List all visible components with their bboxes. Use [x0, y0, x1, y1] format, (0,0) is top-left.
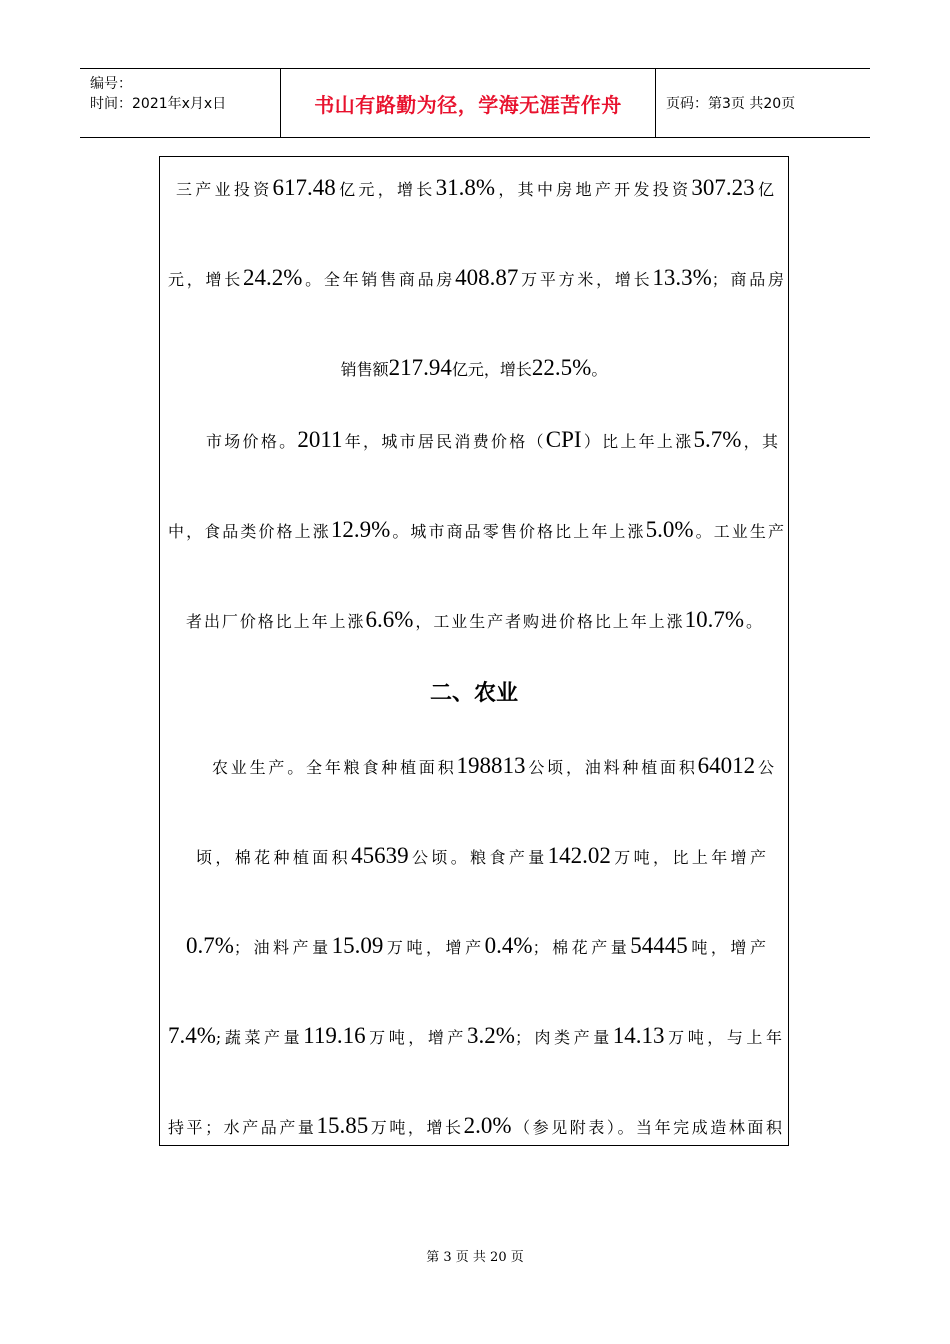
text-line: 元，增长24.2%。全年销售商品房408.87万平方米，增长13.3%；商品房 [168, 265, 784, 290]
content-frame [159, 156, 789, 1146]
section-heading: 二、农业 [429, 681, 518, 706]
text-line: 者出厂价格比上年上涨6.6%，工业生产者购进价格比上年上涨10.7%。 [186, 607, 762, 632]
header-page-cell [656, 69, 870, 137]
text-line: 7.4%;蔬菜产量119.16万吨，增产3.2%；肉类产量14.13万吨，与上年 [168, 1023, 782, 1048]
text-line: 持平；水产品产量15.85万吨，增长2.0%（参见附表）。当年完成造林面积 [168, 1113, 782, 1138]
text-line: 0.7%；油料产量15.09万吨，增产0.4%；棉花产量54445吨，增产 [186, 933, 766, 958]
page-footer: 第 3 页 共 20 页 [426, 1250, 524, 1265]
text-line: 顷，棉花种植面积45639公顷。粮食产量142.02万吨，比上年增产 [196, 843, 766, 868]
text-line: 市场价格。2011年，城市居民消费价格（CPI）比上年上涨5.7%，其 [206, 427, 778, 452]
header-motto: 书山有路勤为径，学海无涯苦作舟 [314, 92, 622, 117]
text-line: 农业生产。全年粮食种植面积198813公顷，油料种植面积64012公 [212, 753, 774, 778]
header-meta-cell [80, 69, 281, 137]
text-line: 销售额217.94亿元，增长22.5%。 [340, 355, 608, 380]
document-time-label: 时间：2021年x月x日 [90, 96, 227, 112]
header-motto-cell [281, 69, 656, 137]
document-number-label: 编号： [90, 76, 132, 92]
header-page-info: 页码：第3页 共20页 [666, 96, 796, 112]
text-line: 中，食品类价格上涨12.9%。城市商品零售价格比上年上涨5.0%。工业生产 [168, 517, 784, 542]
text-line: 三产业投资617.48亿元，增长31.8%，其中房地产开发投资307.23亿 [176, 175, 774, 200]
page-header [80, 68, 870, 138]
